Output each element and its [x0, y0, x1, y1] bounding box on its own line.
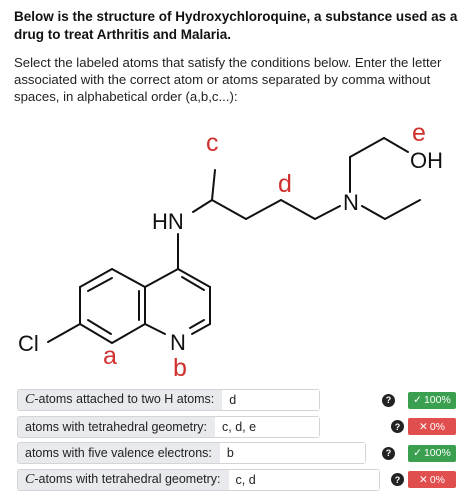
- bond: [246, 200, 281, 219]
- amine-nh-label: HN: [152, 209, 184, 234]
- double-bond-inner: [190, 320, 204, 328]
- score-badge: ✓ 100%: [408, 392, 456, 409]
- help-icon[interactable]: ?: [391, 473, 404, 486]
- help-icon[interactable]: ?: [391, 420, 404, 433]
- atom-letter-b: b: [173, 354, 187, 382]
- prompt-box: [17, 416, 320, 438]
- atom-letter-a: a: [103, 342, 117, 370]
- answer-input[interactable]: [220, 443, 365, 463]
- prompt-label: atoms with tetrahedral geometry:: [25, 419, 208, 434]
- bond: [385, 200, 420, 219]
- bond: [212, 200, 246, 219]
- bond: [145, 269, 178, 287]
- cross-icon: ✕: [419, 473, 428, 486]
- tertiary-amine-label: N: [343, 190, 359, 215]
- answer-row: [17, 387, 459, 414]
- bond: [145, 324, 165, 334]
- bond: [315, 206, 340, 219]
- bond: [281, 200, 315, 219]
- bond: [384, 138, 408, 152]
- prompt-box: [17, 389, 320, 411]
- answer-row: [17, 440, 459, 467]
- bond: [112, 324, 145, 343]
- hydroxyl-label: OH: [410, 148, 443, 173]
- bond: [193, 200, 212, 212]
- atom-letter-c: c: [206, 129, 219, 157]
- atom-letter-e: e: [412, 119, 426, 147]
- bond: [80, 324, 112, 343]
- bond: [212, 170, 215, 200]
- prompt-label: atoms with five valence electrons:: [25, 446, 212, 461]
- question-instructions: Select the labeled atoms that satisfy the conditions below. Enter the letter associated with the correct atom or atoms separated by comma without spaces, in alphabetical order (a,b,c...):: [14, 55, 442, 104]
- prompt-box: [17, 442, 366, 464]
- score-badge: ✕ 0%: [408, 471, 456, 488]
- check-icon: ✓: [413, 447, 422, 460]
- cross-icon: ✕: [419, 420, 428, 433]
- question-title: Below is the structure of Hydroxychloroquine, a substance used as a drug to treat Arthritis and Malaria.: [14, 9, 458, 42]
- bond: [48, 324, 80, 342]
- answer-input[interactable]: [229, 470, 379, 490]
- answer-input[interactable]: [215, 417, 319, 437]
- prompt-label: C-atoms attached to two H atoms:: [25, 392, 215, 408]
- help-icon[interactable]: ?: [382, 447, 395, 460]
- help-icon[interactable]: ?: [382, 394, 395, 407]
- bond: [362, 206, 385, 219]
- atom-letter-d: d: [278, 170, 292, 198]
- check-icon: ✓: [413, 394, 422, 407]
- score-badge: ✓ 100%: [408, 445, 456, 462]
- bond: [112, 269, 145, 287]
- prompt-label: C-atoms with tetrahedral geometry:: [25, 471, 221, 487]
- answer-rows: [17, 387, 459, 493]
- bond: [350, 138, 384, 157]
- score-badge: ✕ 0%: [408, 418, 456, 435]
- chlorine-label: Cl: [18, 331, 39, 356]
- prompt-box: [17, 469, 380, 491]
- ring-nitrogen-label: N: [170, 330, 186, 355]
- double-bond-inner: [182, 277, 204, 290]
- answer-input[interactable]: [222, 390, 319, 410]
- answer-row: [17, 414, 459, 441]
- answer-row: [17, 467, 459, 494]
- hydroxychloroquine-structure: [0, 118, 474, 386]
- bond: [80, 269, 112, 287]
